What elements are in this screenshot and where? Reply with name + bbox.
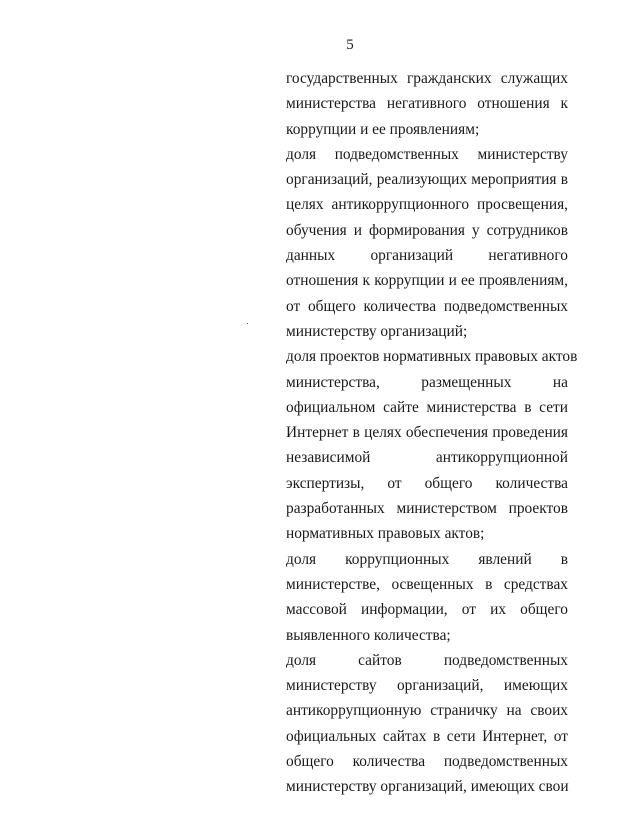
text-line: выявленного количества; <box>286 626 451 644</box>
text-line: организаций, реализующих мероприятия в <box>286 171 568 189</box>
text-line: коррупции и ее проявлениям; <box>286 120 480 138</box>
text-line: доля сайтов подведомственных <box>286 651 568 669</box>
text-line: министерстве, освещенных в средствах <box>286 575 568 593</box>
text-line: независимой антикоррупционной <box>286 449 568 467</box>
text-line: массовой информации, от их общего <box>286 601 568 619</box>
text-line: доля подведомственных министерству <box>286 145 568 163</box>
document-body <box>286 66 578 800</box>
text-line: официальном сайте министерства в сети <box>286 398 568 416</box>
scan-speck <box>247 323 248 324</box>
text-line: общего количества подведомственных <box>286 753 568 771</box>
text-line: от общего количества подведомственных <box>286 297 568 315</box>
text-line: экспертизы, от общего количества <box>286 474 568 492</box>
text-line: государственных гражданских служащих <box>286 70 568 87</box>
text-line: обучения и формирования у сотрудников <box>286 221 568 239</box>
text-line: целях антикоррупционного просвещения, <box>286 196 568 214</box>
text-line: доля проектов нормативных правовых актов <box>286 348 578 366</box>
text-line: Интернет в целях обеспечения проведения <box>286 424 568 442</box>
text-line: министерству организаций, имеющих свои <box>286 778 569 796</box>
text-line: официальных сайтах в сети Интернет, от <box>286 727 568 745</box>
text-line: доля коррупционных явлений в <box>286 550 568 568</box>
text-line: данных организаций негативного <box>286 247 568 265</box>
text-line: отношения к коррупции и ее проявлениям, <box>286 272 568 290</box>
text-line: нормативных правовых актов; <box>286 525 485 543</box>
page-number: 5 <box>346 37 354 53</box>
text-line: антикоррупционную страничку на своих <box>286 702 568 720</box>
text-line: министерства негативного отношения к <box>286 95 568 113</box>
text-line: министерству организаций; <box>286 322 468 340</box>
text-line: министерству организаций, имеющих <box>286 677 568 695</box>
text-line: разработанных министерством проектов <box>286 500 568 518</box>
text-line: министерства, размещенных на <box>286 373 568 391</box>
